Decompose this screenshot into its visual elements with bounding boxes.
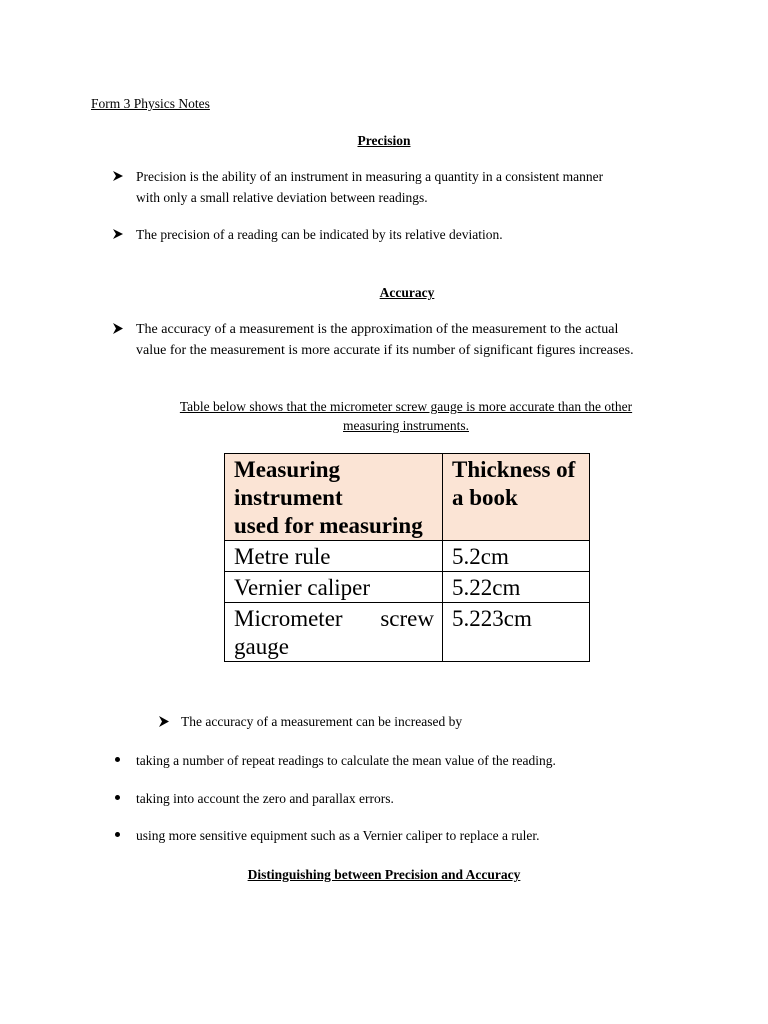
increase-item-2: taking into account the zero and parallax errors. [136, 791, 394, 806]
cell-instrument-word-2: screw [380, 606, 434, 631]
header-instrument-line-3: used for measuring [234, 513, 423, 538]
header-thickness-line-2: a book [452, 485, 518, 510]
cell-thickness: 5.223cm [443, 603, 590, 662]
header-instrument-line-1: Measuring [234, 457, 341, 482]
arrow-bullet-icon [159, 716, 169, 727]
bullet-dot-icon [115, 795, 120, 800]
header-thickness-line-1: Thickness of [452, 457, 576, 482]
precision-bullet-1-line-1: Precision is the ability of an instrument in measuring a quantity in a consistent manner [136, 169, 604, 184]
cell-instrument [225, 603, 443, 662]
arrow-bullet-icon [113, 171, 123, 181]
cell-instrument-word-1: Micrometer [234, 606, 343, 631]
cell-instrument: Vernier caliper [225, 572, 443, 603]
table-row [225, 603, 590, 662]
cell-instrument: Metre rule [225, 541, 443, 572]
increase-item-3: using more sensitive equipment such as a Vernier caliper to replace a ruler. [136, 828, 540, 843]
header-thickness [443, 454, 590, 541]
cell-instrument-line-2: gauge [234, 634, 289, 659]
accuracy-table [224, 453, 590, 662]
cell-thickness: 5.22cm [443, 572, 590, 603]
bullet-dot-icon [115, 832, 120, 837]
table-row [225, 541, 590, 572]
arrow-bullet-icon [113, 229, 123, 239]
increase-intro: The accuracy of a measurement can be increased by [181, 714, 463, 729]
table-caption-line-1: Table below shows that the micrometer screw gauge is more accurate than the other [179, 399, 633, 414]
table-caption-line-2: measuring instruments. [343, 418, 469, 433]
table-row [225, 572, 590, 603]
arrow-bullet-icon [113, 323, 123, 334]
document-title: Form 3 Physics Notes [91, 96, 210, 111]
accuracy-bullet-line-2: value for the measurement is more accurate if its number of significant figures increases. [136, 343, 634, 358]
header-instrument-line-2: instrument [234, 485, 343, 510]
accuracy-heading: Accuracy [379, 285, 435, 300]
table-header-row [225, 454, 590, 541]
accuracy-bullet-line-1: The accuracy of a measurement is the approximation of the measurement to the actual [136, 322, 619, 337]
bullet-dot-icon [115, 757, 120, 762]
precision-bullet-2: The precision of a reading can be indicated by its relative deviation. [136, 227, 503, 242]
increase-item-1: taking a number of repeat readings to calculate the mean value of the reading. [136, 753, 556, 768]
distinguishing-heading: Distinguishing between Precision and Accuracy [247, 867, 521, 882]
header-instrument [225, 454, 443, 541]
cell-thickness: 5.2cm [443, 541, 590, 572]
precision-heading: Precision [357, 133, 411, 148]
precision-bullet-1-line-2: with only a small relative deviation between readings. [136, 190, 428, 205]
